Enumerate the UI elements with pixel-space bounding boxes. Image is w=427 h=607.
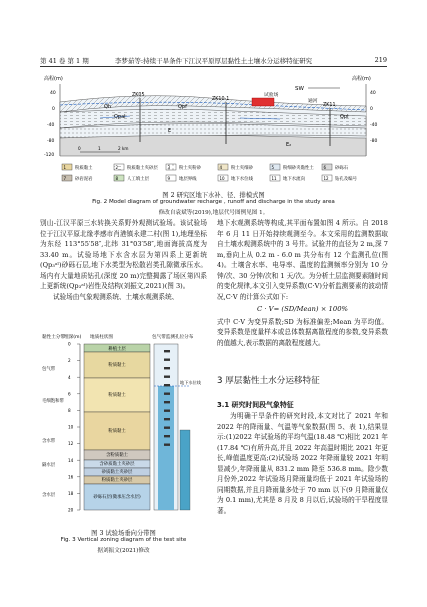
left-column-text bbox=[40, 218, 207, 302]
fig2-legend-number: 11 bbox=[271, 176, 277, 181]
fig3-hdr-zone: 黏性土分带 bbox=[42, 335, 65, 340]
running-title: 李梦茹等:持续干旱条件下江汉平原厚层黏性土土壤水分运移特征研究 bbox=[114, 57, 313, 65]
fig3-note: 据刘振文(2021)修改 bbox=[97, 548, 150, 554]
fig3-tick-label: 0 bbox=[68, 341, 71, 347]
fig3-monitor-hole bbox=[164, 376, 170, 378]
fig3-layer-label: 粉质黏土 bbox=[108, 393, 126, 398]
fig2-legend-label: 粉土夹粉砂 bbox=[179, 166, 201, 171]
fig2-zk10: ZK10-1 bbox=[212, 97, 230, 102]
fig2-legend-number: 4 bbox=[219, 165, 223, 170]
fig2-legend-number: 6 bbox=[323, 165, 327, 170]
fig2-legend-number: 10 bbox=[219, 176, 225, 181]
fig2-legend-number: 12 bbox=[323, 176, 329, 181]
fig3-monitor-hole bbox=[164, 410, 170, 412]
fig2-tick-m120: -120 bbox=[44, 153, 55, 158]
fig3-tick-label: 16 bbox=[68, 474, 74, 480]
fig2-qpal: Qpal bbox=[114, 114, 126, 120]
fig2-legend-label: 地下水位线 bbox=[231, 177, 253, 182]
fig2-legend-number: 3 bbox=[167, 165, 171, 170]
fig3-layer-label: 砂砾石层(微承压含水层) bbox=[93, 495, 141, 500]
fig3-caption-en: Fig. 3 Vertical zoning diagram of the test site bbox=[60, 537, 187, 543]
left-paragraph-2: 试验场由气象观测系统、土壤水观测系统、 bbox=[53, 292, 179, 301]
fig2-legend-number: 2 bbox=[115, 165, 119, 170]
fig2-zk11: ZK11 bbox=[323, 103, 336, 108]
fig3-monitor-hole bbox=[164, 435, 170, 437]
fig2-qpf: Qpf bbox=[178, 104, 187, 110]
fig3-zone-label: 包气带 bbox=[42, 367, 56, 372]
figure3-vertical-zoning bbox=[40, 330, 210, 526]
right-paragraph-2: 式中 C·V 为变异系数;SD 为标准偏差;Mean 为平均值。变异系数是度量样本或总体数据离散程度的参数,变异系数的值越大,表示数据的离散程度越大。 bbox=[217, 317, 388, 347]
section-3-title: 3 厚层黏性土水分运移特征 bbox=[217, 376, 320, 386]
fig3-layer-label: 粉质黏土夹砂层 bbox=[101, 478, 133, 483]
fig3-caption-zh: 图 3 试验场垂向分带图 bbox=[91, 530, 156, 537]
fig2-legend-label: 粉细砂夹黏性土 bbox=[283, 166, 314, 171]
fig3-layer-label: 耕植土层 bbox=[108, 347, 126, 352]
fig3-tick-label: 4 bbox=[68, 374, 71, 380]
right-column-text bbox=[217, 218, 388, 348]
fig3-monitor-hole bbox=[164, 418, 170, 420]
fig3-monitor-hole bbox=[164, 384, 170, 386]
fig3-tick-label: 6 bbox=[68, 391, 71, 397]
right-paragraph-1: 地下水观测系统等构成,其平面布置如图 4 所示。自 2018 年 6 月 11 日开始持续观测至今。本文采用的监测数据取自土壤水观测系统中的 3 号井。试验井的直径为 2 m,深 7 m,垂向上从 0.2 m - 6.0 m 共分布有 12 个监测孔位(图 4)。土壤含水率、电导率、温度的监测频率分别为 10 分钟/次、30 分钟/次和 1 天/次。为分析土层监测要素随时间的变化规律,本文引入变异系数(C·V)分析监测要素的波动情况,C·V 的计算公式如下: bbox=[217, 219, 388, 301]
fig2-tick-40: 40 bbox=[50, 91, 56, 96]
fig3-zone-labels bbox=[42, 365, 65, 498]
fig3-depth-ticks bbox=[68, 342, 80, 513]
cv-equation: C · V= (SD/Mean) × 100% bbox=[256, 305, 348, 313]
section-3-1-paragraph: 为明确干旱条件的研究时段,本文对比了 2021 年和 2022 年的降雨量、气温等气象数据(图 5、表 1),结果显示:(1)2022 年试验场的平均气温(18.48 ℃)相比 2021 年(17.84 ℃)有所升高,并且 2022 年高温时期比 2021 年更长,峰值温度更高;(2)试验场 2022 年降雨量较 2021 年明显减少,年降雨量从 831.2 mm 降至 536.8 mm。除少数月份外,2022 年试验场月降雨量均低于 2021 年试验场的同期数据,并且月降雨量多处于 70 mm 以下(9 月降雨量仅为 0.1 mm),尤其是 8 月及 8 月以后,试验场的干旱程度显著。 bbox=[217, 412, 388, 515]
fig3-monitor-hole bbox=[164, 427, 170, 429]
fig3-monitor-hole bbox=[164, 444, 170, 446]
fig3-monitor-hole bbox=[164, 393, 170, 395]
fig2-legend-label: 砂岩泥岩 bbox=[75, 177, 93, 182]
fig3-hdr-depth: 埋深(m) bbox=[64, 335, 82, 340]
svg-text:-40: -40 bbox=[370, 123, 378, 128]
fig3-zone-label: 含水带 bbox=[42, 439, 56, 444]
fig3-zone-label: 毛细饱和带 bbox=[42, 399, 64, 404]
fig2-legend-label: 人工填土层 bbox=[127, 177, 149, 182]
fig3-tick-label: 2 bbox=[68, 358, 71, 364]
fig2-legend-label: 砂砾石 bbox=[335, 166, 349, 171]
fig2-e2: E₂ bbox=[286, 142, 292, 148]
fig3-tick-label: 14 bbox=[68, 457, 74, 463]
figure2-cross-section bbox=[40, 72, 387, 190]
fig3-monitor-hole bbox=[164, 350, 170, 352]
fig2-zk05: ZK05 bbox=[132, 93, 145, 98]
fig2-legend-number: 5 bbox=[271, 165, 275, 170]
fig3-tick-label: 18 bbox=[68, 491, 74, 496]
svg-text:40: 40 bbox=[370, 91, 376, 96]
fig2-legend-label: 地下水流向 bbox=[283, 177, 305, 182]
fig2-tick-m40: -40 bbox=[47, 123, 55, 128]
fig2-legend-number: 1 bbox=[63, 165, 67, 170]
fig3-layer-label: 含砂质黏土夹砂层 bbox=[99, 462, 135, 467]
fig2-legend-number: 9 bbox=[167, 176, 171, 181]
fig2-legend-label: 地层界线 bbox=[179, 177, 197, 182]
journal-volume: 第 41 卷 第 1 期 bbox=[40, 57, 89, 65]
fig3-tick-label: 10 bbox=[68, 424, 74, 430]
fig3-monitor-hole bbox=[164, 367, 170, 369]
fig2-legend-label: 粉质黏土夹砂层 bbox=[127, 166, 158, 171]
fig2-elevation-label: 高程(m) bbox=[44, 76, 63, 82]
fig2-caption-en: Fig. 2 Model diagram of groundwater recharge , runoff and discharge in the study area bbox=[92, 199, 335, 205]
fig3-layer-label: 粉质黏土 bbox=[108, 363, 126, 368]
fig2-tick-m80: -80 bbox=[47, 139, 55, 144]
fig3-layer-label: 含粉质黏土 bbox=[106, 453, 128, 458]
fig2-scale-0: 0 bbox=[78, 146, 81, 151]
fig2-elevation-label-right: 高程(m) bbox=[352, 76, 371, 82]
fig2-test-site: 试验场 bbox=[264, 93, 279, 98]
svg-text:-80: -80 bbox=[370, 139, 378, 144]
fig3-hdr-wells: 包气带监测孔位分布 bbox=[152, 335, 194, 340]
fig3-layer-label: 粉质黏土 bbox=[108, 429, 126, 434]
fig2-legend bbox=[62, 164, 358, 182]
fig3-hdr-column: 地质柱状图 bbox=[90, 335, 113, 340]
left-paragraph-1: 别山-江汉平原三水转换关系野外观测试验场。该试验场位于江汉平原北缘孝感市肖港镇永建二村(图 1),地理坐标为东经 113°55′58″,北纬 31°03′58″,地面海拔高度为 33.40 m。试验场地下水含水层为第四系上更新统(Qp₃ᵃˡ)砂砾石层,地下水类型为松散岩类孔隙微承压水。场内有大量地质钻孔(深度 20 m)完整揭露了场区第四系上更新统(Qp₃ᵃˡ)岩性及结构(刘振文,2021)(图 3)。 bbox=[40, 219, 207, 290]
fig2-caption-zh: 图 2 研究区地下水补、径、排模式图 bbox=[162, 192, 265, 199]
fig2-legend-label: 粉土夹细砂 bbox=[231, 166, 253, 171]
fig3-zone-label: 含水层 bbox=[42, 493, 56, 498]
fig2-qpl: Qpl bbox=[340, 114, 349, 120]
fig3-tick-label: 20 bbox=[68, 507, 74, 513]
section-3-1-title: 3.1 研究时间段气象特征 bbox=[217, 401, 294, 409]
fig2-legend-label: 钻孔及编号 bbox=[335, 177, 357, 182]
fig3-layer-label: 砂质黏土夹砂层 bbox=[101, 470, 133, 475]
fig2-legend-number: 8 bbox=[115, 176, 119, 181]
fig3-monitor-hole bbox=[164, 359, 170, 361]
fig2-tick-0: 0 bbox=[52, 107, 55, 112]
fig2-scale-1: 1 bbox=[98, 146, 101, 151]
fig3-monitor-hole bbox=[164, 401, 170, 403]
fig2-sw: SW bbox=[295, 86, 304, 92]
fig2-note: 修改自袁斌等(2019),地层代号图例见图 1。 bbox=[158, 210, 269, 216]
fig2-qh: Qh bbox=[104, 104, 112, 110]
section-3-1-text bbox=[217, 411, 388, 516]
page-number: 219 bbox=[374, 56, 387, 64]
fig2-scale-2: 2 km bbox=[118, 146, 129, 151]
fig2-legend-number: 7 bbox=[63, 176, 67, 181]
fig3-zone-label: 隔水层 bbox=[42, 463, 56, 468]
header-rule bbox=[40, 66, 387, 67]
svg-text:0: 0 bbox=[370, 107, 373, 112]
fig2-e1: E bbox=[168, 128, 172, 134]
fig3-tick-label: 8 bbox=[68, 408, 71, 413]
fig2-legend-label: 粉质黏土 bbox=[75, 166, 93, 171]
fig3-tick-label: 12 bbox=[68, 441, 74, 447]
fig3-water-level: 地下水位线 bbox=[180, 380, 201, 385]
fig2-river: 通河 bbox=[308, 99, 318, 104]
